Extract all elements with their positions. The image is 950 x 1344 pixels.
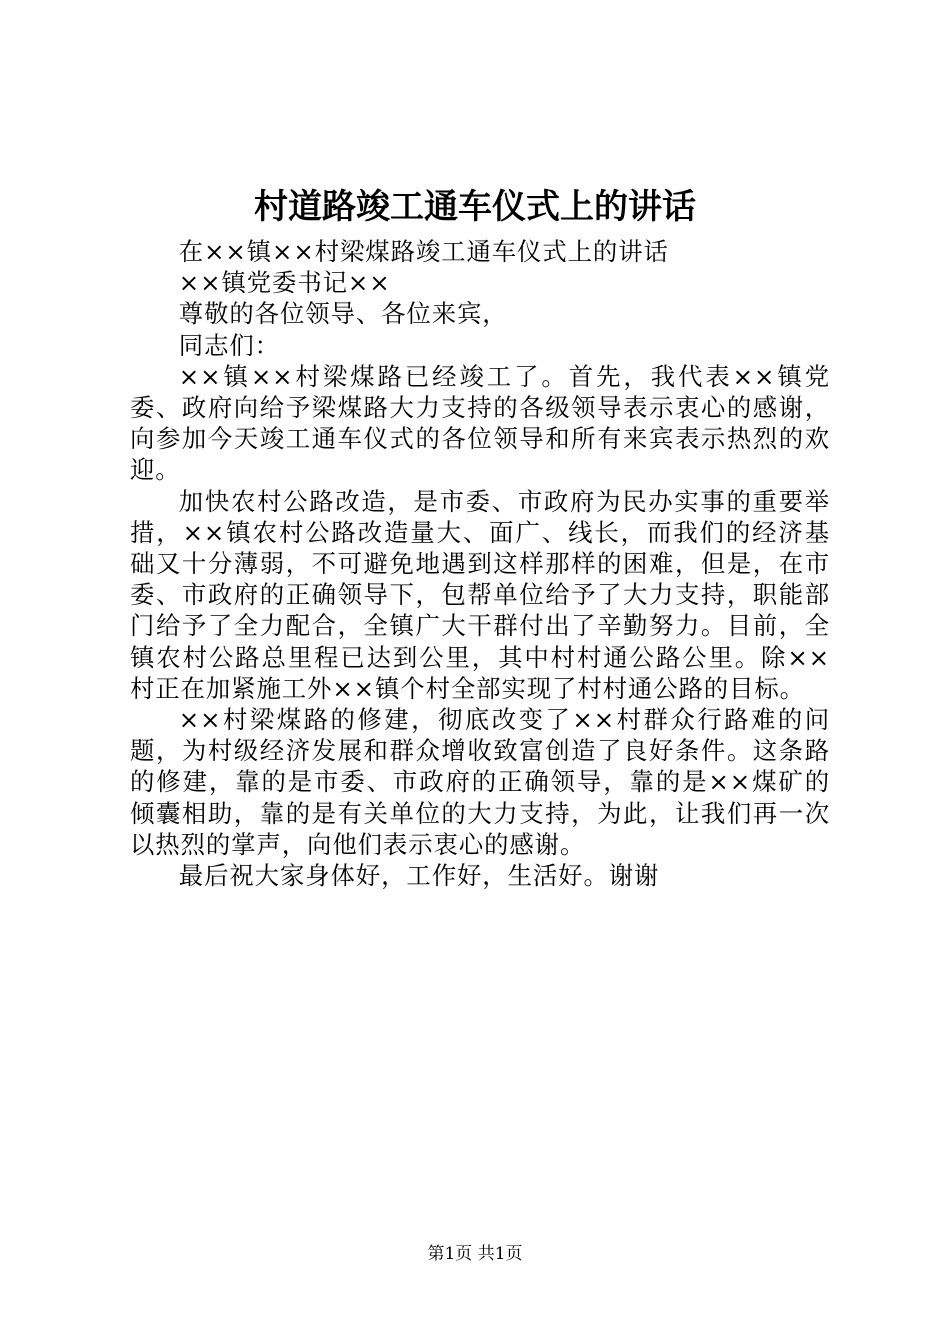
paragraph-greeting: 尊敬的各位领导、各位来宾， [178, 299, 508, 329]
document-body [130, 236, 830, 891]
paragraph-body: 加快农村公路改造，是市委、市政府为民办实事的重要举措，××镇农村公路改造量大、面广、线长，而我们的经济基础又十分薄弱，不可避免地遇到这样那样的困难，但是，在市委、市政府的正确领导下，包帮单位给予了大力支持，职能部门给予了全力配合，全镇广大干群付出了辛勤努力。目前，全镇农村公路总里程已达到公里，其中村村通公路公里。除××村正在加紧施工外××镇个村全部实现了村村通公路的目标。 [130, 486, 830, 703]
paragraph-speaker: ××镇党委书记×× [178, 268, 391, 298]
paragraph-subtitle: 在××镇××村梁煤路竣工通车仪式上的讲话 [178, 237, 669, 266]
paragraph-closing: 最后祝大家身体好，工作好，生活好。谢谢 [178, 861, 660, 891]
paragraph-salutation: 同志们： [178, 330, 280, 360]
page-footer [0, 1242, 950, 1266]
paragraph-body: ××村梁煤路的修建，彻底改变了××村群众行路难的问题，为村级经济发展和群众增收致富创造了良好条件。这条路的修建，靠的是市委、市政府的正确领导，靠的是××煤矿的倾囊相助，靠的是有关单位的大力支持，为此，让我们再一次以热烈的掌声，向他们表示衷心的感谢。 [130, 705, 830, 859]
document-title: 村道路竣工通车仪式上的讲话 [254, 187, 696, 227]
page-number: 第1页 共1页 [427, 1244, 523, 1264]
paragraph-body: ××镇××村梁煤路已经竣工了。首先，我代表××镇党委、政府向给予梁煤路大力支持的各级领导表示衷心的感谢，向参加今天竣工通车仪式的各位领导和所有来宾表示热烈的欢迎。 [130, 361, 830, 485]
